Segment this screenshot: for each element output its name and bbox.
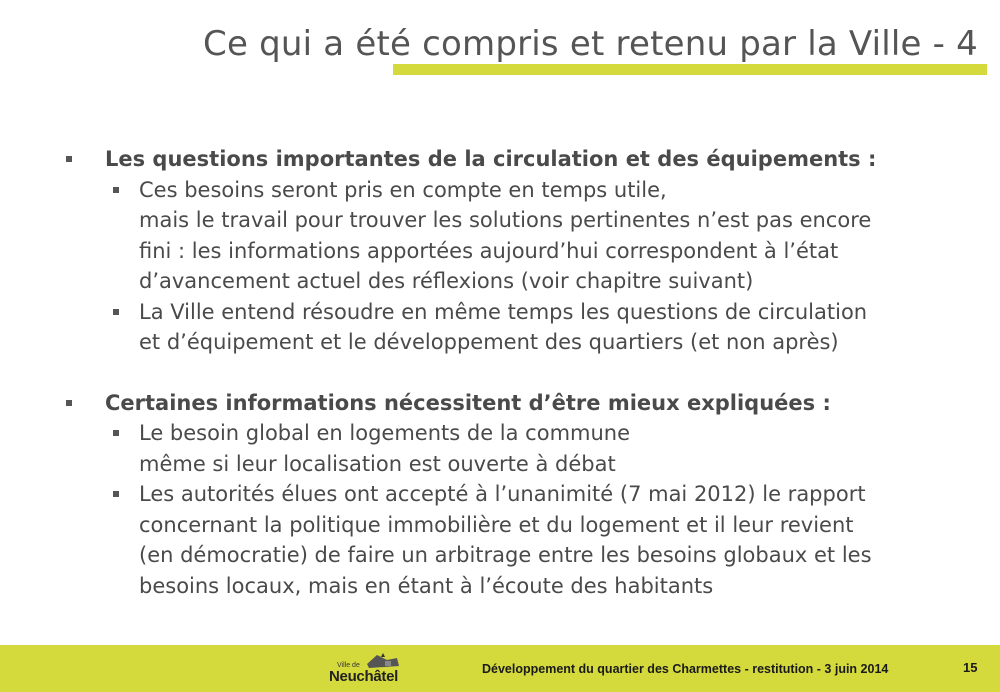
list-item bbox=[66, 175, 966, 297]
square-bullet-icon bbox=[66, 156, 72, 162]
city-logo bbox=[325, 652, 405, 688]
item-line: besoins locaux, mais en étant à l’écoute des habitants bbox=[139, 573, 714, 598]
list-item bbox=[66, 297, 966, 358]
sub-list bbox=[66, 175, 966, 358]
section-heading-text: Certaines informations nécessitent d’être mieux expliquées : bbox=[105, 390, 831, 415]
section-circulation bbox=[66, 144, 966, 358]
square-bullet-icon bbox=[113, 309, 119, 315]
item-line: Les autorités élues ont accepté à l’unanimité (7 mai 2012) le rapport bbox=[139, 482, 866, 506]
footer-caption: Développement du quartier des Charmettes - restitution - 3 juin 2014 bbox=[482, 662, 889, 676]
item-line: et d’équipement et le développement des quartiers (et non après) bbox=[139, 330, 839, 354]
item-line: (en démocratie) de faire un arbitrage entre les besoins globaux et les bbox=[139, 543, 872, 567]
section-heading-text: Les questions importantes de la circulation et des équipements : bbox=[105, 147, 877, 171]
item-line: même si leur localisation est ouverte à débat bbox=[139, 451, 616, 476]
section-heading bbox=[66, 388, 966, 419]
section-informations bbox=[66, 388, 966, 602]
square-bullet-icon bbox=[113, 187, 119, 193]
item-line: mais le travail pour trouver les solutions pertinentes n’est pas encore bbox=[139, 208, 872, 232]
slide-title: Ce qui a été compris et retenu par la Ville - 4 bbox=[203, 24, 978, 64]
logo-main-text: Neuchâtel bbox=[329, 668, 398, 685]
section-heading bbox=[66, 144, 966, 175]
list-item bbox=[66, 479, 966, 601]
item-line: La Ville entend résoudre en même temps les questions de circulation bbox=[139, 299, 868, 324]
slide-content bbox=[66, 144, 966, 631]
logo-small-text: Ville de bbox=[337, 662, 360, 669]
square-bullet-icon bbox=[66, 400, 72, 406]
list-item bbox=[66, 418, 966, 479]
page-number: 15 bbox=[963, 660, 978, 675]
item-line: Le besoin global en logements de la commune bbox=[139, 421, 631, 445]
item-line: Ces besoins seront pris en compte en temps utile, bbox=[139, 177, 667, 202]
square-bullet-icon bbox=[113, 430, 119, 436]
item-line: fini : les informations apportées aujourd’hui correspondent à l’état bbox=[139, 238, 839, 263]
sub-list bbox=[66, 418, 966, 601]
item-line: concernant la politique immobilière et du logement et il leur revient bbox=[139, 512, 854, 537]
square-bullet-icon bbox=[113, 491, 119, 497]
item-line: d’avancement actuel des réflexions (voir chapitre suivant) bbox=[139, 269, 754, 293]
title-underline bbox=[393, 64, 987, 75]
